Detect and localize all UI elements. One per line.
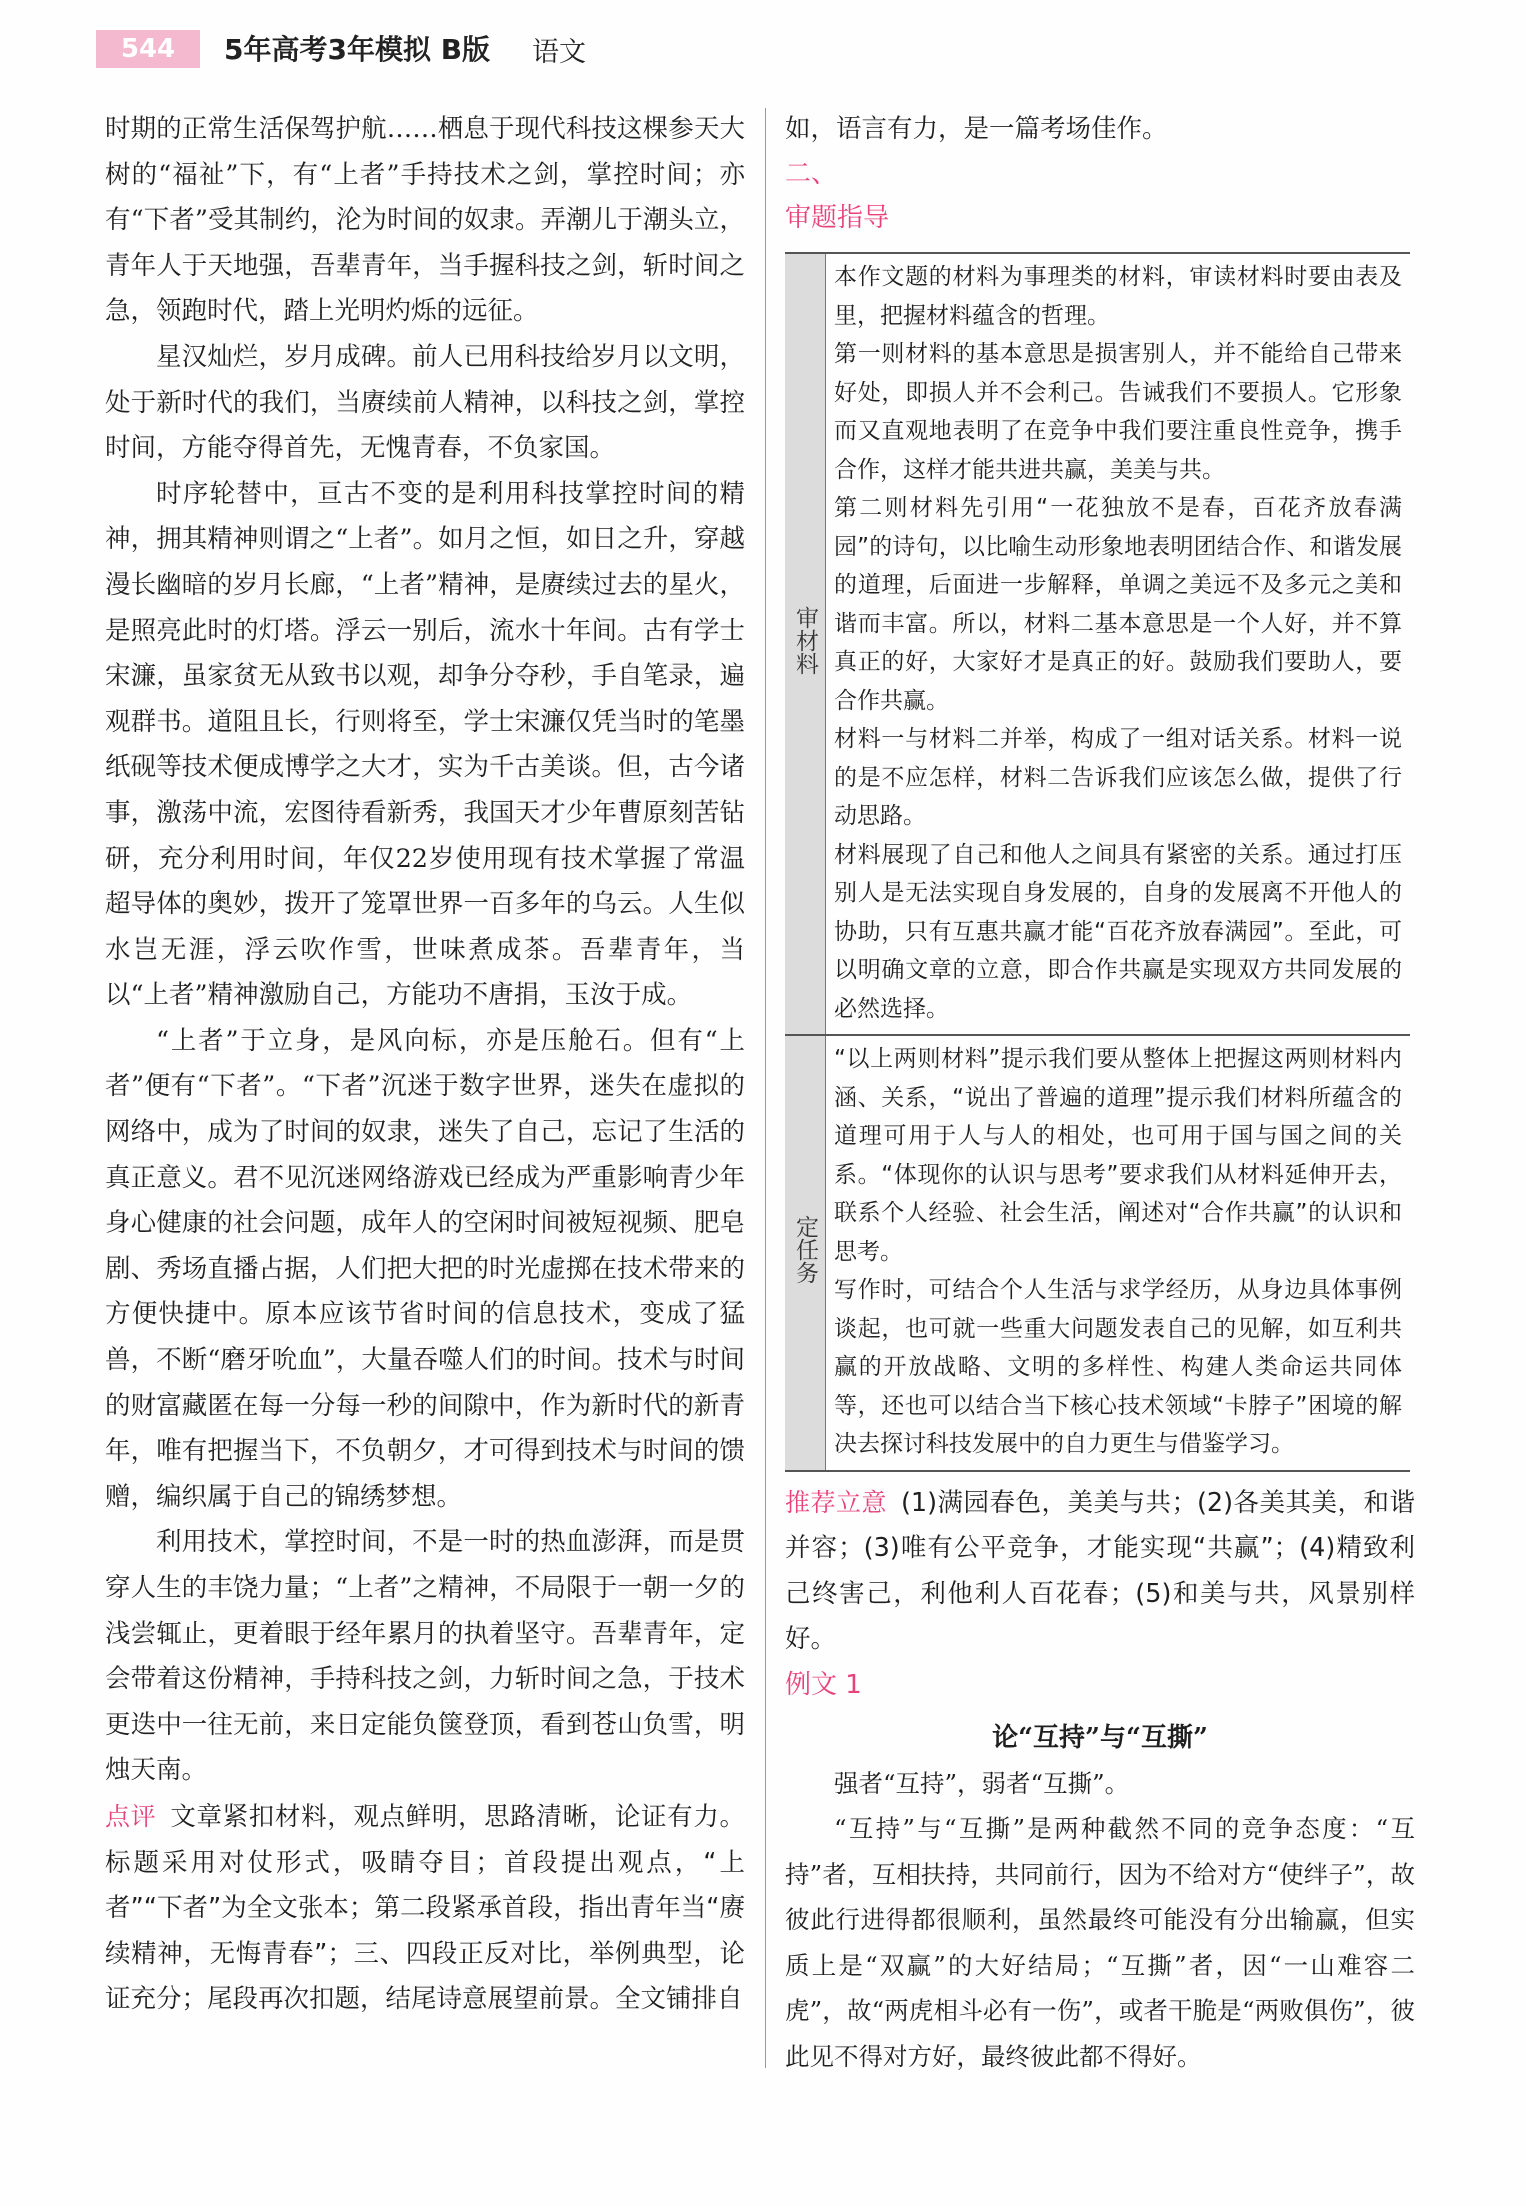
guide-paragraph: 本作文题的材料为事理类的材料，审读材料时要由表及里，把握材料蕴含的哲理。: [834, 264, 1402, 329]
section-number: 二、: [785, 159, 838, 189]
remark-text: 文章紧扣材料，观点鲜明，思路清晰，论证有力。标题采用对仗形式，吸睛夺目；首段提出观点，“上者”“下者”为全文张本；第二段紧承首段，指出青年当“赓续精神，无悔青春”；三、四段正反对比，举例典型，论证充分；尾段再次扣题，结尾诗意展望前景。全文铺排自: [105, 1801, 745, 2015]
essay-paragraph: “上者”于立身，是风向标，亦是压舱石。但有“上者”便有“下者”。“下者”沉迷于数字世界，迷失在虚拟的网络中，成为了时间的奴隶，迷失了自己，忘记了生活的真正意义。君不见沉迷网络游戏已经成为严重影响青少年身心健康的社会问题，成年人的空闲时间被短视频、肥皂剧、秀场直播占据，人们把大把的时光虚掷在技术带来的方便快捷中。原本应该节省时间的信息技术，变成了猛兽，不断“磨牙吮血”，大量吞噬人们的时间。技术与时间的财富藏匿在每一分每一秒的间隙中，作为新时代的新青年，唯有把握当下，不负朝夕，才可得到技术与时间的馈赠，编织属于自己的锦绣梦想。: [105, 1025, 745, 1512]
essay-paragraph: 星汉灿烂，岁月成碑。前人已用科技给岁月以文明，处于新时代的我们，当赓续前人精神，以科技之剑，掌控时间，方能夺得首先，无愧青春，不负家国。: [105, 341, 745, 464]
recommend-label: 推荐立意: [785, 1487, 887, 1517]
guide-row-material: [785, 253, 1410, 1035]
guide-paragraph: 第一则材料的基本意思是损害别人，并不能给自己带来好处，即损人并不会利己。告诫我们不要损人。它形象而又直观地表明了在竞争中我们要注重良性竞争，携手合作，这样才能共进共赢，美美与共。: [834, 341, 1402, 483]
remark-continuation: 如，语言有力，是一篇考场佳作。: [785, 114, 1168, 144]
guide-content: [826, 1035, 1411, 1471]
guide-paragraph: 写作时，可结合个人生活与求学经历，从身边具体事例谈起，也可就一些重大问题发表自己的见解，如互利共赢的开放战略、文明的多样性、构建人类命运共同体等，还也可以结合当下核心技术领域“卡脖子”困境的解决去探讨科技发展中的自力更生与借鉴学习。: [834, 1277, 1402, 1457]
recommend-block: [785, 1480, 1415, 1663]
guide-row-task: [785, 1035, 1410, 1471]
guide-paragraph: 材料展现了自己和他人之间具有紧密的关系。通过打压别人是无法实现自身发展的，自身的发展离不开他人的协助，只有互惠共赢才能“百花齐放春满园”。至此，可以明确文章的立意，即合作共赢是实现双方共同发展的必然选择。: [834, 841, 1402, 1022]
example-paragraph: 强者“互持”，弱者“互撕”。: [834, 1768, 1130, 1798]
page-number: 544: [96, 30, 200, 68]
guide-paragraph: 第二则材料先引用“一花独放不是春，百花齐放春满园”的诗句，以比喻生动形象地表明团结合作、和谐发展的道理，后面进一步解释，单调之美远不及多元之美和谐而丰富。所以，材料二基本意思是一个人好，并不算真正的好，大家好才是真正的好。鼓励我们要助人，要合作共赢。: [834, 495, 1402, 714]
right-column: [785, 107, 1415, 2097]
guide-label: [785, 1035, 826, 1471]
recommend-text: (1)满园春色，美美与共；(2)各美其美，和谐并容；(3)唯有公平竞争，才能实现“共赢”；(4)精致利己终害己，利他利人百花春；(5)和美与共，风景别样好。: [785, 1487, 1415, 1654]
example-label: 例文 1: [785, 1669, 862, 1700]
page-header: [0, 0, 1526, 100]
book-title: 5年高考3年模拟 B版: [224, 33, 491, 66]
example-title: 论“互持”与“互撕”: [992, 1722, 1208, 1753]
guide-paragraph: “以上两则材料”提示我们要从整体上把握这两则材料内涵、关系，“说出了普遍的道理”提示我们材料所蕴含的道理可用于人与人的相处，也可用于国与国之间的关系。“体现你的认识与思考”要求我们从材料延伸开去，联系个人经验、社会生活，阐述对“合作共赢”的认识和思考。: [834, 1046, 1402, 1265]
guide-heading: 审题指导: [785, 203, 890, 233]
guide-label: [785, 253, 826, 1035]
essay-paragraph: 时序轮替中，亘古不变的是利用科技掌控时间的精神，拥其精神则谓之“上者”。如月之恒，如日之升，穿越漫长幽暗的岁月长廊，“上者”精神，是赓续过去的星火，是照亮此时的灯塔。浮云一别后，流水十年间。古有学士宋濂，虽家贫无从致书以观，却争分夺秒，手自笔录，遍观群书。道阻且长，行则将至，学士宋濂仅凭当时的笔墨纸砚等技术便成博学之大才，实为千古美谈。但，古今诸事，激荡中流，宏图待看新秀，我国天才少年曹原刻苦钻研，充分利用时间，年仅22岁使用现有技术掌握了常温超导体的奥妙，拨开了笼罩世界一百多年的乌云。人生似水岂无涯，浮云吹作雪，世味煮成茶。吾辈青年，当以“上者”精神激励自己，方能功不唐捐，玉汝于成。: [105, 478, 745, 1011]
essay-paragraph: 利用技术，掌控时间，不是一时的热血澎湃，而是贯穿人生的丰饶力量；“上者”之精神，不局限于一朝一夕的浅尝辄止，更着眼于经年累月的执着坚守。吾辈青年，定会带着这份精神，手持科技之剑，力斩时间之急，于技术更迭中一往无前，来日定能负箧登顶，看到苍山负雪，明烛天南。: [105, 1527, 745, 1786]
guide-label-text: 审材料: [792, 606, 818, 675]
example-essay: [785, 1761, 1415, 2080]
remark-label: 点评: [105, 1801, 157, 1831]
guide-content: [826, 253, 1411, 1035]
essay-paragraph: 时期的正常生活保驾护航……栖息于现代科技这棵参天大树的“福祉”下，有“上者”手持技术之剑，掌控时间；亦有“下者”受其制约，沦为时间的奴隶。弄潮儿于潮头立，青年人于天地强，吾辈青年，当手握科技之剑，斩时间之急，领跑时代，踏上光明灼烁的远征。: [105, 114, 745, 327]
guide-paragraph: 材料一与材料二并举，构成了一组对话关系。材料一说的是不应怎样，材料二告诉我们应该怎么做，提供了行动思路。: [834, 726, 1402, 829]
guide-label-text: 定任务: [792, 1214, 818, 1284]
subject-label: 语文: [532, 37, 586, 68]
example-paragraph: “互持”与“互撕”是两种截然不同的竞争态度：“互持”者，互相扶持，共同前行，因为不给对方“使绊子”，故彼此行进得都很顺利，虽然最终可能没有分出输赢，但实质上是“双赢”的大好结局；“互撕”者，因“一山难容二虎”，故“两虎相斗必有一伤”，或者干脆是“两败俱伤”，彼此见不得对方好，最终彼此都不得好。: [785, 1814, 1415, 2071]
left-column: [105, 107, 745, 2077]
guide-table: [785, 252, 1410, 1472]
remark-block: [105, 1794, 745, 2023]
column-divider: [765, 108, 766, 2068]
